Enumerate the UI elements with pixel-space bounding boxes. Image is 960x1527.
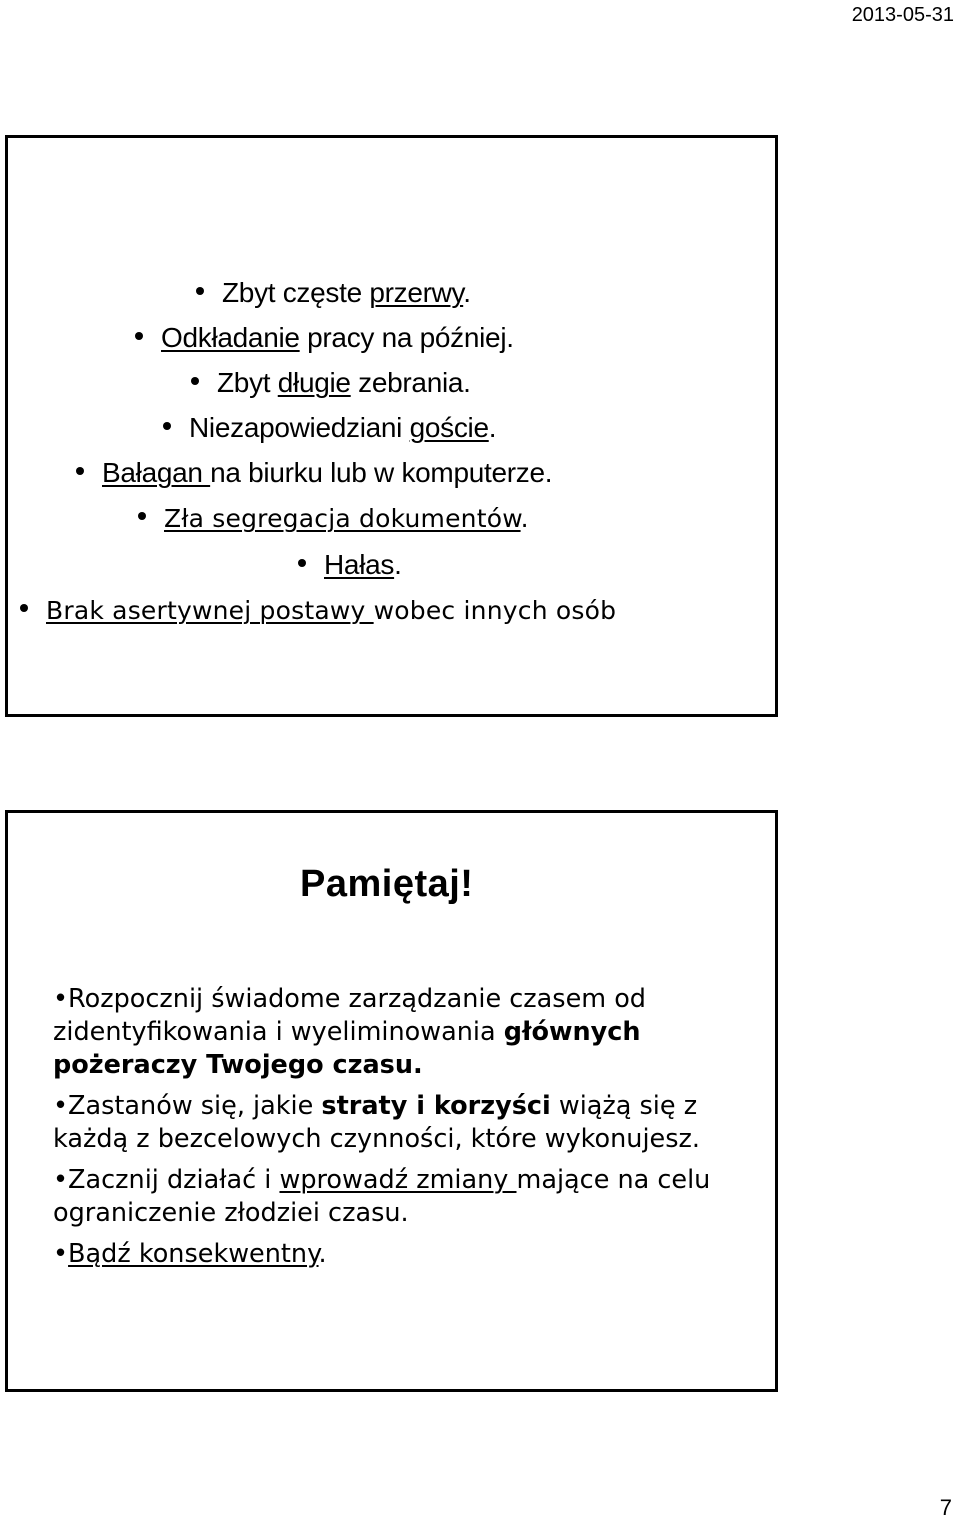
document-date: 2013-05-31 xyxy=(851,4,954,26)
list-item: Zła segregacja dokumentów. xyxy=(138,504,529,534)
list-item: Odkładanie pracy na później. xyxy=(135,323,514,353)
list-item: Zbyt długie zebrania. xyxy=(191,368,471,398)
list-item: Bałagan na biurku lub w komputerze. xyxy=(76,458,552,488)
slide-title: Pamiętaj! xyxy=(300,863,474,905)
page-number: 7 xyxy=(939,1495,952,1520)
list-item: Zbyt częste przerwy. xyxy=(196,278,471,308)
list-item: Hałas. xyxy=(298,550,402,580)
paragraph-4: •Bądź konsekwentny. xyxy=(53,1239,327,1269)
bullet-icon xyxy=(298,559,306,567)
bullet-icon xyxy=(20,604,28,612)
bullet-icon xyxy=(196,287,204,295)
slide-remember xyxy=(5,810,778,1392)
paragraph-1: •Rozpocznij świadome zarządzanie czasem od zidentyfikowania i wyeliminowania głównych pożeraczy Twojego czasu. xyxy=(53,984,646,1080)
bullet-icon: • xyxy=(53,1239,69,1269)
bullet-icon: • xyxy=(53,984,69,1014)
bullet-icon xyxy=(76,467,84,475)
bullet-icon xyxy=(135,332,143,340)
bullet-icon: • xyxy=(53,1165,69,1195)
slide-distractions xyxy=(5,135,778,717)
bullet-icon xyxy=(191,377,199,385)
bullet-icon xyxy=(163,422,171,430)
paragraph-2: •Zastanów się, jakie straty i korzyści wiążą się z każdą z bezcelowych czynności, które wykonujesz. xyxy=(53,1091,701,1154)
bullet-icon: • xyxy=(53,1091,69,1121)
bullet-icon xyxy=(138,512,146,520)
list-item: Niezapowiedziani goście. xyxy=(163,413,496,443)
paragraph-3: •Zacznij działać i wprowadź zmiany mające na celu ograniczenie złodziei czasu. xyxy=(53,1165,711,1228)
list-item: Brak asertywnej postawy wobec innych osób xyxy=(20,596,616,626)
slide-body xyxy=(53,983,773,1279)
